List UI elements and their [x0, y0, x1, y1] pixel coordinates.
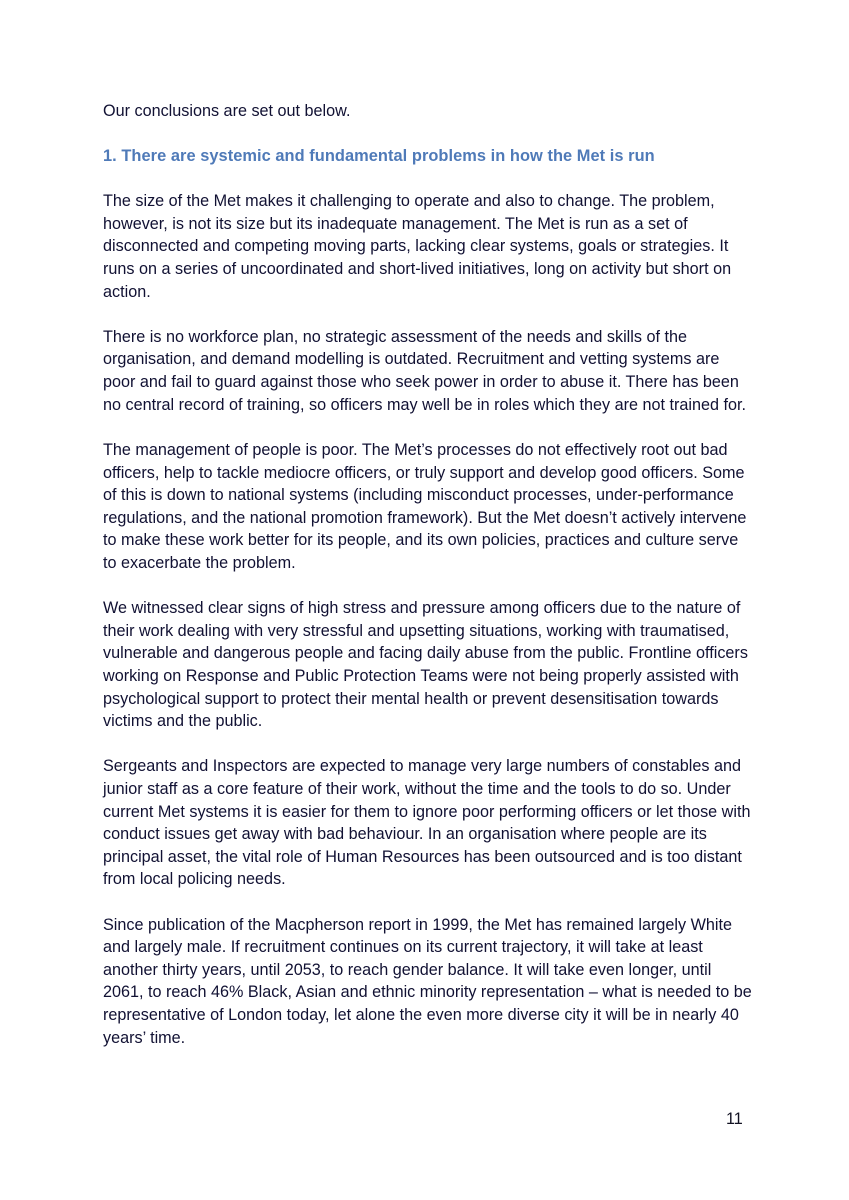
paragraph-management: The size of the Met makes it challenging to operate and also to change. The problem, however, is not its size but its inadequate management. The Met is run as a set of disconnected and competing moving parts, lacking clear systems, goals or strategies. It runs on a series of uncoordinated and short-lived initiatives, long on activity but short on action. [103, 192, 732, 301]
paragraph-supervision: Sergeants and Inspectors are expected to manage very large numbers of constables and junior staff as a core feature of their work, without the time and the tools to do so. Under current Met systems it is easier for them to ignore poor performing officers or let those with conduct issues get away with bad behaviour. In an organisation where people are its principal asset, the vital role of Human Resources has been outsourced and is too distant from local policing needs. [103, 757, 751, 889]
document-page [103, 100, 753, 1072]
paragraph-workforce: There is no workforce plan, no strategic assessment of the needs and skills of the organisation, and demand modelling is outdated. Recruitment and vetting systems are poor and fail to guard against those who seek power in order to abuse it. There has been no central record of training, so officers may well be in roles which they are not trained for. [103, 327, 747, 414]
paragraph-officer-stress: We witnessed clear signs of high stress and pressure among officers due to the nature of their work dealing with very stressful and upsetting situations, working with traumatised, vulnerable and dangerous people and facing daily abuse from the public. Frontline officers working on Response and Public Protection Teams were not being properly assisted with psychological support to protect their mental health or prevent desensitisation towards victims and the public. [103, 599, 748, 731]
page-number: 11 [726, 1110, 743, 1128]
section-heading: 1. There are systemic and fundamental problems in how the Met is run [103, 146, 655, 165]
paragraph-diversity: Since publication of the Macpherson report in 1999, the Met has remained largely White and largely male. If recruitment continues on its current trajectory, it will take at least another thirty years, until 2053, to reach gender balance. It will take even longer, until 2061, to reach 46% Black, Asian and ethnic minority representation – what is needed to be representative of London today, let alone the even more diverse city it will be in nearly 40 years’ time. [103, 915, 752, 1047]
intro-text: Our conclusions are set out below. [103, 102, 351, 120]
paragraph-people-management: The management of people is poor. The Met’s processes do not effectively root out bad officers, help to tackle mediocre officers, or truly support and develop good officers. Some of this is down to national systems (including misconduct processes, under-performance regulations, and the national promotion framework). But the Met doesn’t actively intervene to make these work better for its people, and its own policies, practices and culture serve to exacerbate the problem. [103, 440, 747, 572]
